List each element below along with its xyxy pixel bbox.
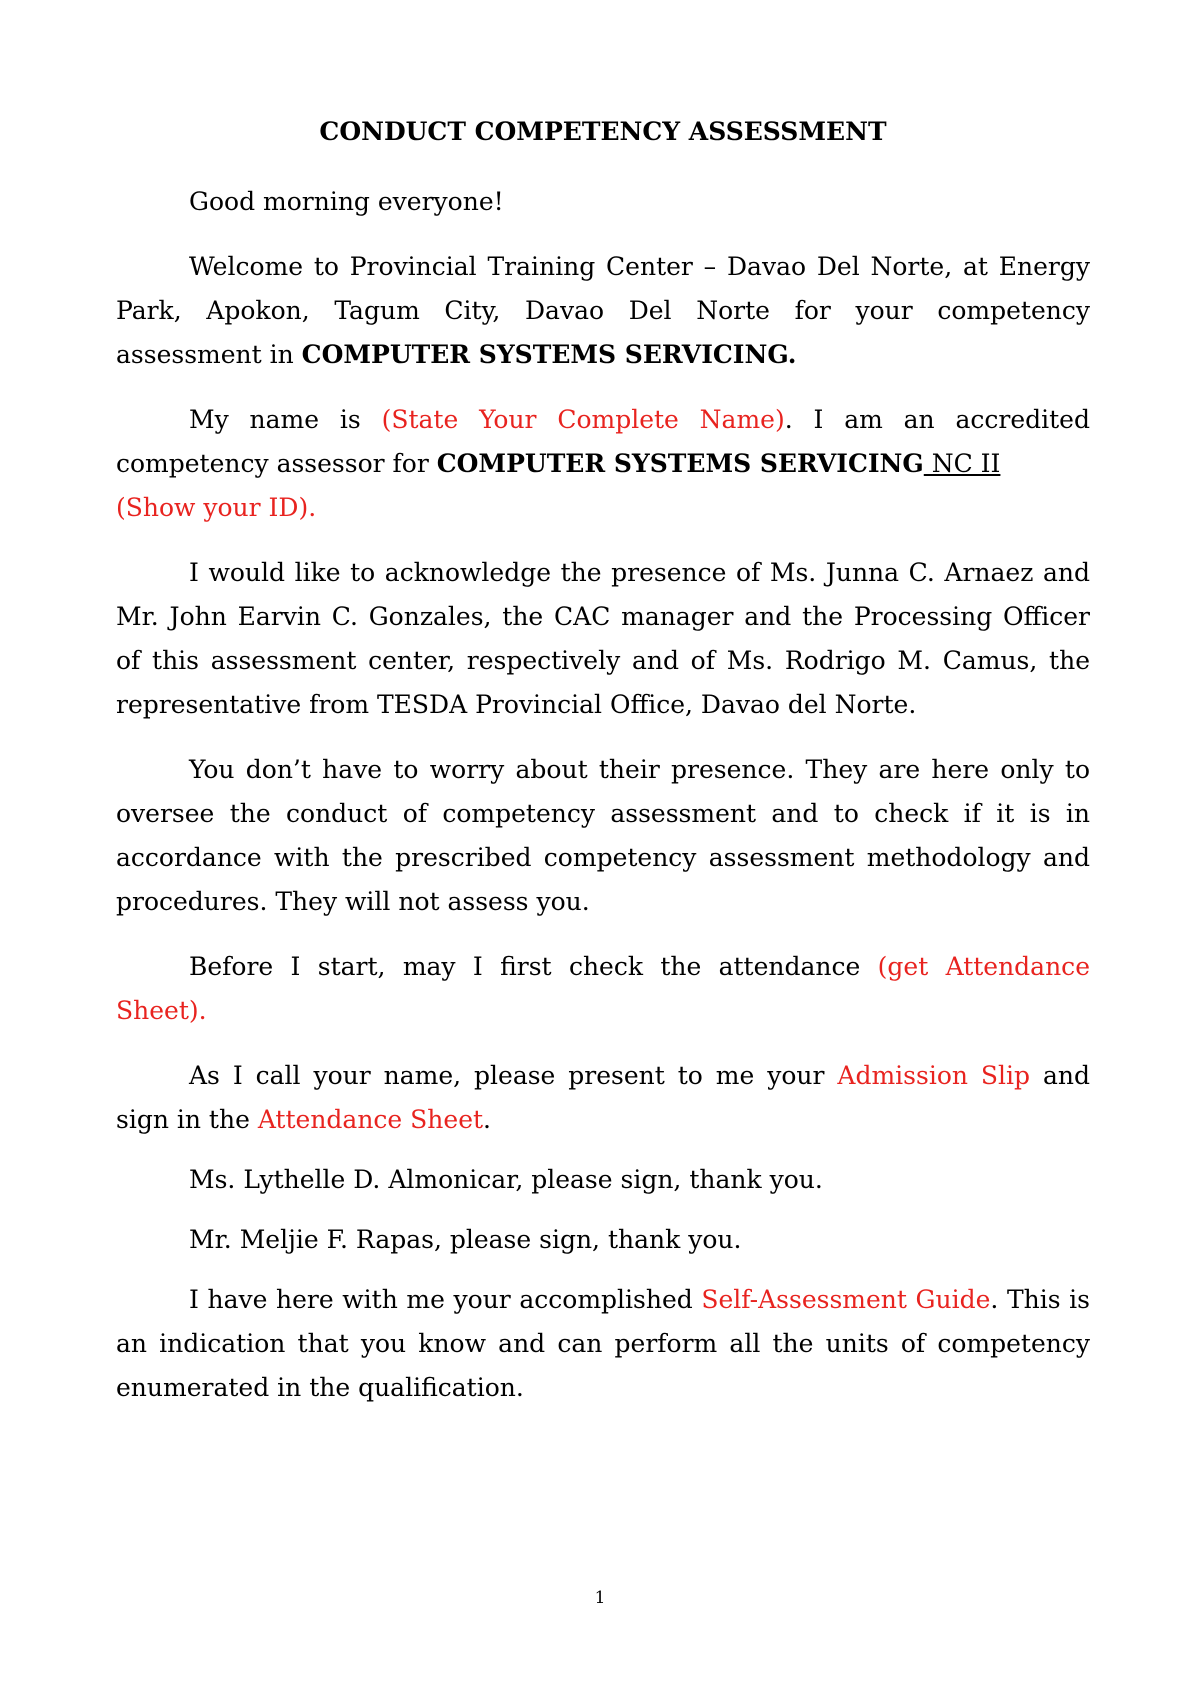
instruction-get-attendance: (get Attendance Sheet).: [116, 952, 1090, 1025]
paragraph-sign-1: Ms. Lythelle D. Almonicar, please sign, thank you.: [189, 1165, 823, 1194]
instruction-state-name: (State Your Complete Name): [381, 405, 785, 434]
instruction-show-id: (Show your ID).: [116, 493, 317, 522]
self-text-end: . This is an indication that you know and can perform all the units of competency enumerated in the qualification.: [116, 1285, 1090, 1402]
paragraph-acknowledge: I would like to acknowledge the presence of Ms. Junna C. Arnaez and Mr. John Earvin C. Gonzales, the CAC manager and the Processing Officer of this assessment center, respectively and of Ms. Rodrigo M. Camus, the representative from TESDA Provincial Office, Davao del Norte.: [116, 558, 1090, 719]
attendance-sheet: Attendance Sheet: [257, 1105, 484, 1134]
qualification-level: NC II: [923, 449, 1001, 478]
paragraph-name: [116, 398, 1090, 530]
paragraph-call: [116, 1054, 1090, 1142]
assessor-text: . I am an accredited competency assessor for: [116, 405, 1090, 478]
paragraph-welcome: [116, 245, 1090, 377]
self-assessment-guide: Self-Assessment Guide: [701, 1285, 991, 1314]
paragraph-attendance: [116, 945, 1090, 1033]
call-sign-text: and sign in the: [116, 1061, 1090, 1134]
paragraph-worry: You don’t have to worry about their presence. They are here only to oversee the conduct of competency assessment and to check if it is in accordance with the prescribed competency assessment methodology and procedures. They will not assess you.: [116, 755, 1090, 916]
qualification-name: COMPUTER SYSTEMS SERVICING: [436, 449, 924, 478]
name-intro: My name is: [189, 405, 382, 434]
page-number: 1: [594, 1588, 606, 1608]
admission-slip: Admission Slip: [837, 1061, 1031, 1090]
document-body: [116, 110, 1090, 1431]
call-period: .: [483, 1105, 491, 1134]
paragraph-sign-2: Mr. Meljie F. Rapas, please sign, thank you.: [189, 1225, 742, 1254]
paragraph-self-assessment: [116, 1278, 1090, 1410]
document-title: CONDUCT COMPETENCY ASSESSMENT: [319, 117, 887, 146]
greeting: Good morning everyone!: [189, 187, 504, 216]
self-text: I have here with me your accomplished: [189, 1285, 702, 1314]
welcome-text: Welcome to Provincial Training Center – Davao Del Norte, at Energy Park, Apokon, Tagum City, Davao Del Norte for your competency assessment in: [116, 252, 1090, 369]
call-text: As I call your name, please present to me your: [189, 1061, 838, 1090]
qualification-bold: COMPUTER SYSTEMS SERVICING.: [301, 340, 797, 369]
attendance-text: Before I start, may I first check the attendance: [189, 952, 878, 981]
